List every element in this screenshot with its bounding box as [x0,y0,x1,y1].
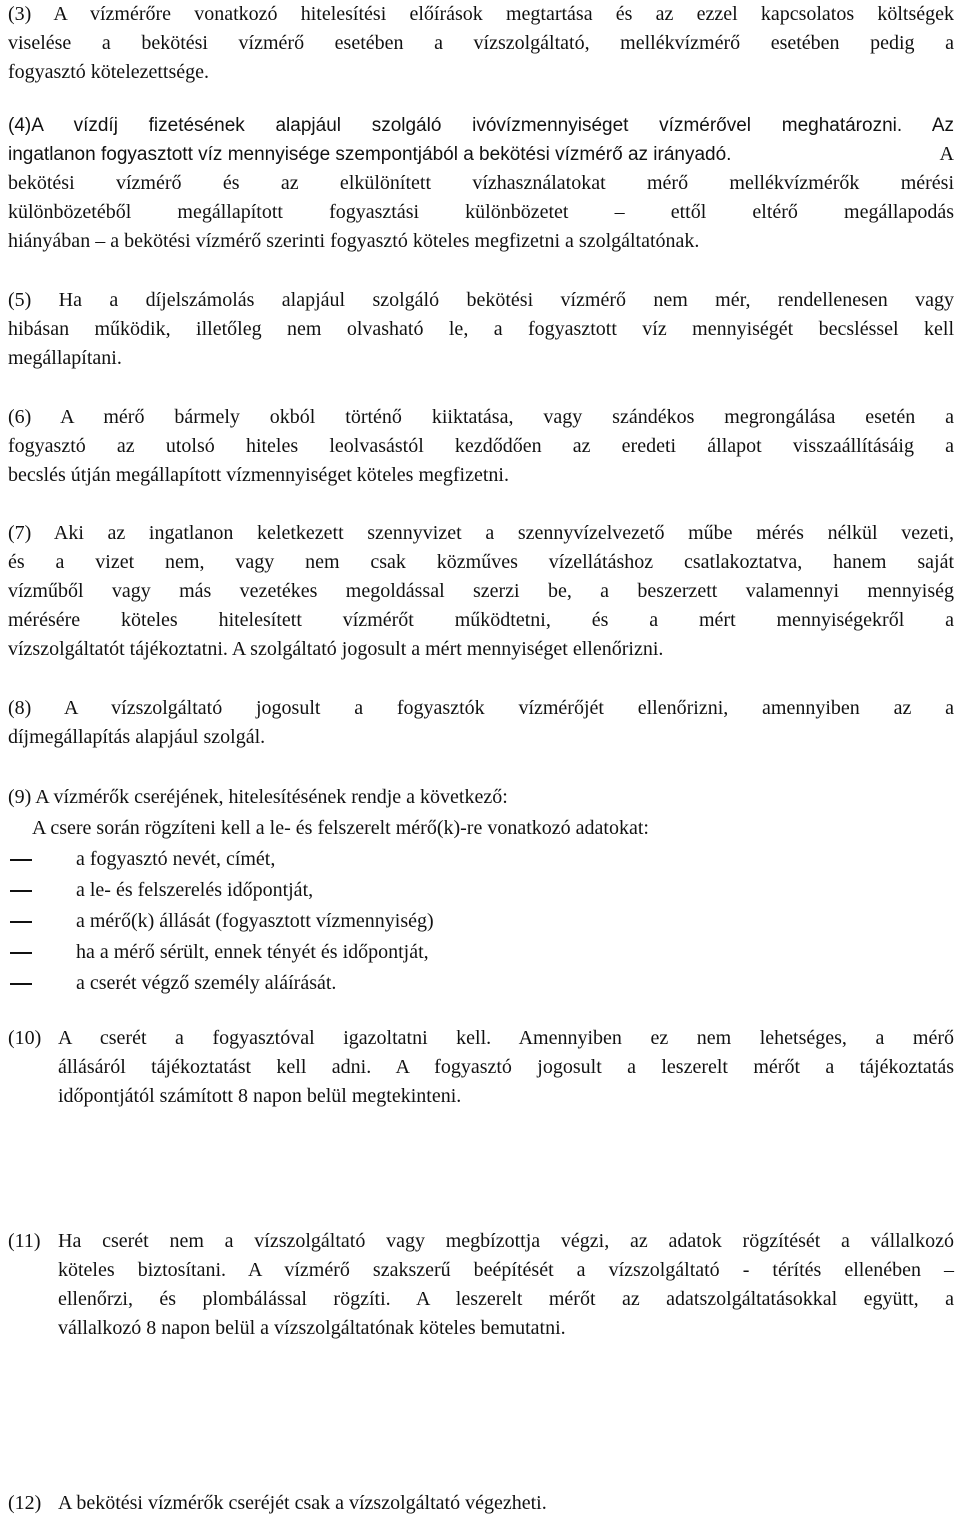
paragraph-line: megállapítani. [8,347,122,369]
paragraph-line: viselése a bekötési vízmérő esetében a vízszolgáltató, mellékvízmérő esetében pedig a [8,32,954,54]
paragraph-line: különbözetéből megállapított fogyasztási különbözetet – ettől eltérő megállapodás [8,201,954,223]
paragraph-line: hibásan működik, illetőleg nem olvasható le, a fogyasztott víz mennyiségét becsléssel kell [8,318,954,340]
paragraph-line: fogyasztó az utolsó hiteles leolvasástól kezdődően az eredeti állapot visszaállításáig a [8,435,954,457]
paragraph-line: vállalkozó 8 napon belül a vízszolgáltatónak köteles bemutatni. [58,1317,566,1339]
paragraph-6 [8,403,954,490]
paragraph-line: időpontjától számított 8 napon belül megtekinteni. [58,1085,462,1107]
paragraph-heading: (9) A vízmérők cseréjének, hitelesítésének rendje a következő: [8,786,508,808]
paragraph-line: (6) A mérő bármely okból történő kiiktatása, vagy szándékos megrongálása esetén a [8,406,954,428]
paragraph-line: és a vizet nem, vagy nem csak közműves vízellátáshoz csatlakoztatva, hanem saját [8,551,954,573]
dash-bullet-icon [10,921,32,923]
paragraph-line: köteles biztosítani. A vízmérő szakszerű beépítését a vízszolgáltató - térítés ellenében – [58,1259,954,1281]
list-item-text: a fogyasztó nevét, címét, [76,848,276,870]
list-item [8,968,954,999]
list-item [8,906,954,937]
paragraph-line-end: A [939,143,954,165]
paragraph-line: vízműből vagy más vezetékes megoldással szerzi be, a beszerzett valamennyi mennyiség [8,580,954,602]
paragraph-number: (11) [8,1230,41,1252]
dash-bullet-icon [10,983,32,985]
dash-bullet-icon [10,890,32,892]
paragraph-number: (10) [8,1027,42,1049]
list-item [8,875,954,906]
paragraph-line: bekötési vízmérő és az elkülönített vízhasználatokat mérő mellékvízmérők mérési [8,172,954,194]
paragraph-7 [8,519,954,664]
paragraph-intro: A csere során rögzíteni kell a le- és felszerelt mérő(k)-re vonatkozó adatokat: [32,817,649,839]
paragraph-line: (7) Aki az ingatlanon keletkezett szennyvizet a szennyvízelvezető műbe mérés nélkül vezeti, [8,522,954,544]
paragraph-line [8,140,954,169]
list-item-text: a mérő(k) állását (fogyasztott vízmennyiség) [76,910,434,932]
paragraph-12 [8,1489,954,1518]
paragraph-line: (8) A vízszolgáltató jogosult a fogyasztók vízmérőjét ellenőrizni, amennyiben az a [8,697,954,719]
dash-bullet-icon [10,952,32,954]
paragraph-5 [8,286,954,373]
paragraph-10 [8,1024,954,1111]
paragraph-11 [8,1227,954,1343]
paragraph-line: Ha cserét nem a vízszolgáltató vagy megbízottja végzi, az adatok rögzítését a vállalkozó [58,1230,954,1252]
paragraph-line: fogyasztó kötelezettsége. [8,61,210,83]
list-item [8,844,954,875]
paragraph-line: hiányában – a bekötési vízmérő szerinti fogyasztó köteles megfizetni a szolgáltatónak. [8,230,700,252]
list-item [8,937,954,968]
list-item-text: ha a mérő sérült, ennek tényét és időpontját, [76,941,429,963]
paragraph-line: vízszolgáltatót tájékoztatni. A szolgáltató jogosult a mért mennyiséget ellenőrizni. [8,638,664,660]
paragraph-line: (3) A vízmérőre vonatkozó hitelesítési előírások megtartása és az ezzel kapcsolatos költségek [8,3,954,25]
dash-bullet-icon [10,859,32,861]
paragraph-line: díjmegállapítás alapjául szolgál. [8,726,266,748]
paragraph-line: (4)A vízdíj fizetésének alapjául szolgáló ivóvízmennyiséget vízmérővel meghatározni. Az [8,115,954,136]
list-item-text: a cserét végző személy aláírását. [76,972,337,994]
paragraph-line: A bekötési vízmérők cseréjét csak a vízszolgáltató végezheti. [58,1492,547,1514]
document-page [8,0,954,1514]
paragraph-line: (5) Ha a díjelszámolás alapjául szolgáló bekötési vízmérő nem mér, rendellenesen vagy [8,289,954,311]
paragraph-line: A cserét a fogyasztóval igazoltatni kell. Amennyiben ez nem lehetséges, a mérő [58,1027,954,1049]
paragraph-line: mérésére köteles hitelesített vízmérőt működtetni, és a mért mennyiségekről a [8,609,954,631]
paragraph-line: állásáról tájékoztatást kell adni. A fogyasztó jogosult a leszerelt mérőt a tájékoztatás [58,1056,954,1078]
list-item-text: a le- és felszerelés időpontját, [76,879,314,901]
paragraph-4 [8,111,954,256]
paragraph-9 [8,782,954,999]
paragraph-line: becslés útján megállapított vízmennyiséget köteles megfizetni. [8,464,509,486]
paragraph-line: ellenőrzi, és plombálással rögzíti. A leszerelt mérőt az adatszolgáltatásokkal együtt, a [58,1288,954,1310]
paragraph-line-sans-part: ingatlanon fogyasztott víz mennyisége szempontjából a bekötési vízmérő az irányadó. [8,144,732,165]
paragraph-8 [8,694,954,752]
paragraph-3 [8,0,954,87]
paragraph-number: (12) [8,1492,42,1514]
